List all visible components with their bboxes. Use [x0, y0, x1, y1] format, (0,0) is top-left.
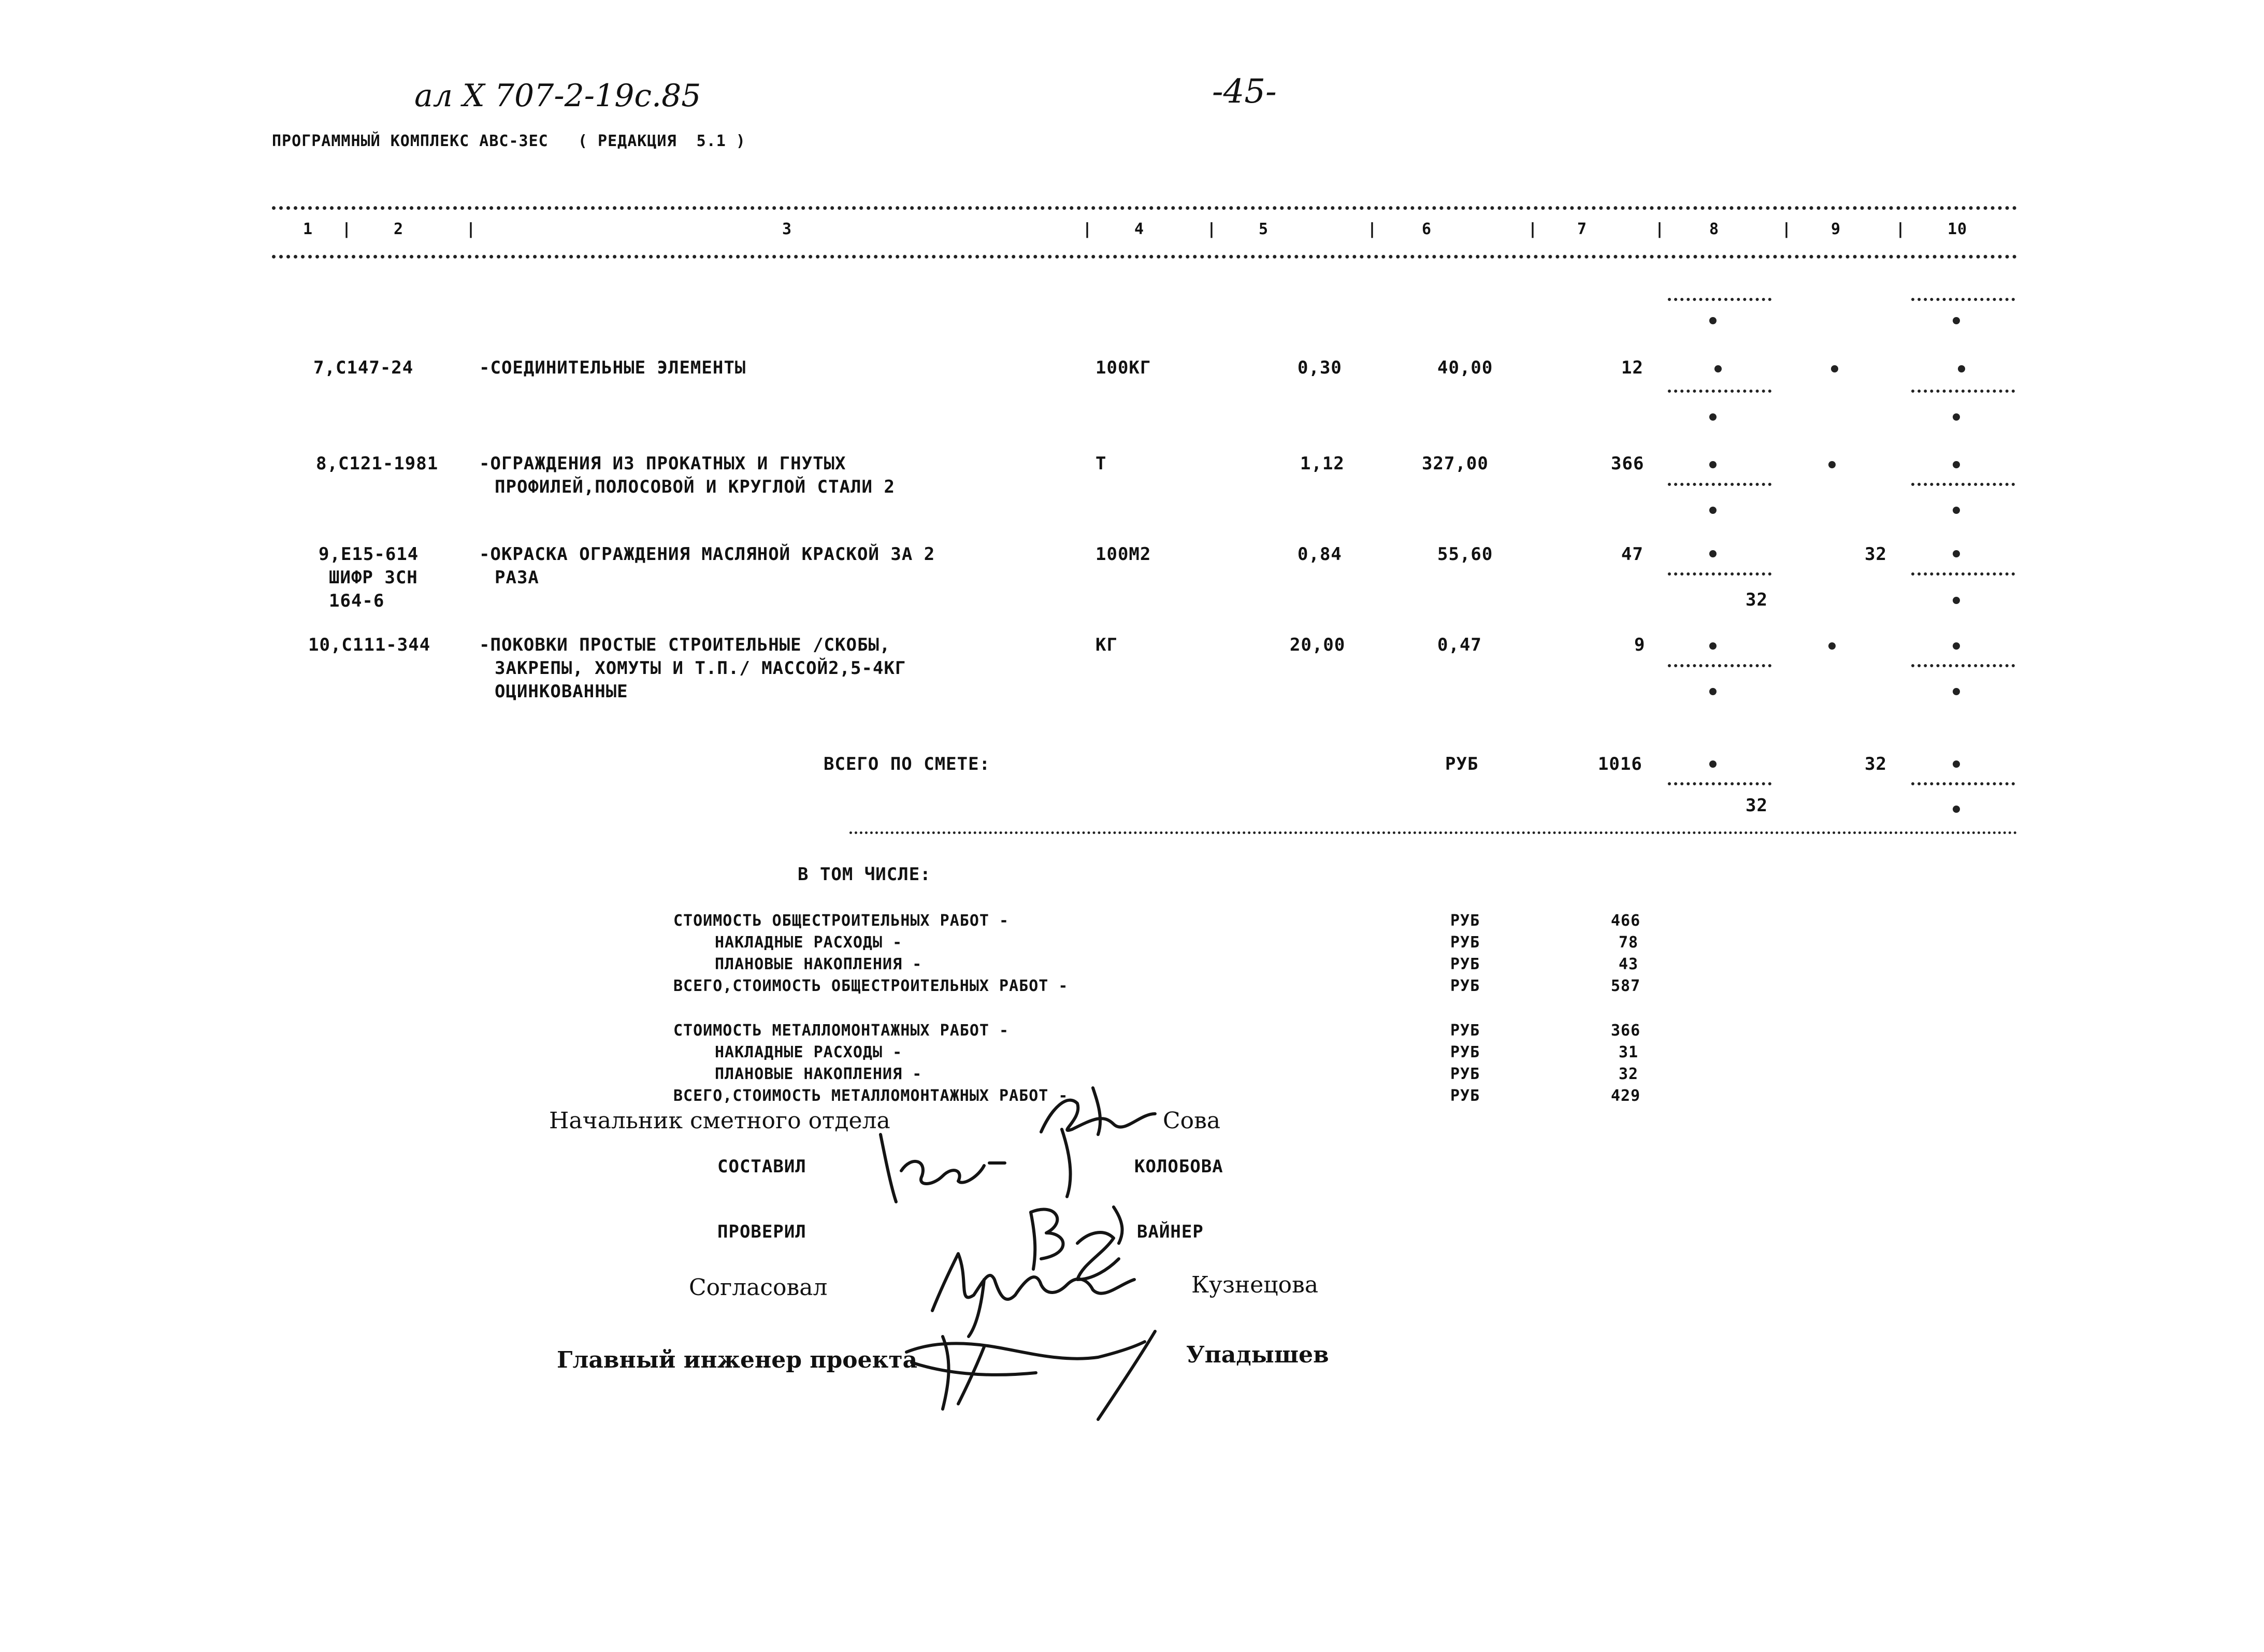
column-separator: |: [1207, 220, 1217, 238]
breakdown-unit: РУБ: [1450, 977, 1480, 995]
total-col9: 32: [1865, 754, 1887, 774]
signature-role: ПРОВЕРИЛ: [717, 1222, 806, 1242]
row-code: 7,С147-24: [313, 357, 414, 378]
breakdown-unit: РУБ: [1450, 955, 1480, 973]
breakdown-value: 429: [1611, 1087, 1641, 1105]
breakdown-unit: РУБ: [1450, 933, 1480, 952]
row-code: 8,С121-1981: [316, 453, 439, 474]
signature-role: Начальник сметного отдела: [549, 1108, 890, 1134]
signature-stroke-chief: [906, 1331, 1155, 1419]
signature-name: Кузнецова: [1191, 1272, 1319, 1298]
signature-stroke-compiled: [881, 1129, 1071, 1202]
column-header: 5: [1259, 220, 1269, 238]
breakdown-unit: РУБ: [1450, 1022, 1480, 1040]
row-quantity: 0,84: [1297, 544, 1342, 565]
row-unit: КГ: [1095, 635, 1118, 655]
breakdown-label: ВСЕГО,СТОИМОСТЬ ОБЩЕСТРОИТЕЛЬНЫХ РАБОТ -: [673, 977, 1069, 995]
row-name-line: ОЦИНКОВАННЫЕ: [495, 681, 628, 702]
program-line: ПРОГРАММНЫЙ КОМПЛЕКС АВС-3ЕС ( РЕДАКЦИЯ 5.1 ): [272, 132, 746, 150]
breakdown-value: 31: [1619, 1043, 1639, 1061]
row-code: 9,Е15-614: [319, 544, 419, 565]
column-header: 7: [1577, 220, 1588, 238]
row-code: 10,С111-344: [308, 635, 431, 655]
column-header: 8: [1709, 220, 1720, 238]
row-name-line: -ПОКОВКИ ПРОСТЫЕ СТРОИТЕЛЬНЫЕ /СКОБЫ,: [479, 635, 891, 655]
signature-name: ВАЙНЕР: [1137, 1222, 1204, 1242]
row-name-line: ПРОФИЛЕЙ,ПОЛОСОВОЙ И КРУГЛОЙ СТАЛИ 2: [495, 477, 895, 497]
signature-role: Согласовал: [689, 1274, 828, 1301]
column-separator: |: [1782, 220, 1792, 238]
signature-name: Сова: [1163, 1108, 1221, 1134]
total-unit: РУБ: [1445, 754, 1479, 774]
row-col9: 32: [1865, 544, 1887, 565]
column-separator: |: [1655, 220, 1665, 238]
column-header: 10: [1948, 220, 1968, 238]
column-header: 3: [782, 220, 792, 238]
row-name-line: -ОГРАЖДЕНИЯ ИЗ ПРОКАТНЫХ И ГНУТЫХ: [479, 453, 846, 474]
row-name-line: -СОЕДИНИТЕЛЬНЫЕ ЭЛЕМЕНТЫ: [479, 357, 746, 378]
row-total: 9: [1634, 635, 1646, 655]
breakdown-label: ПЛАНОВЫЕ НАКОПЛЕНИЯ -: [715, 955, 922, 973]
row-unit: 100М2: [1095, 544, 1151, 565]
breakdown-unit: РУБ: [1450, 1065, 1480, 1083]
row-price: 327,00: [1422, 453, 1489, 474]
column-separator: |: [1896, 220, 1906, 238]
row-code-extra: 164-6: [329, 591, 385, 611]
breakdown-label: ПЛАНОВЫЕ НАКОПЛЕНИЯ -: [715, 1065, 922, 1083]
breakdown-value: 32: [1619, 1065, 1639, 1083]
column-separator: |: [342, 220, 352, 238]
row-total: 366: [1611, 453, 1645, 474]
column-separator: |: [1083, 220, 1093, 238]
signature-role: Главный инженер проекта: [557, 1347, 918, 1373]
row-price: 40,00: [1437, 357, 1493, 378]
column-header: 2: [394, 220, 404, 238]
breakdown-label: ВСЕГО,СТОИМОСТЬ МЕТАЛЛОМОНТАЖНЫХ РАБОТ -: [673, 1087, 1069, 1105]
breakdown-value: 43: [1619, 955, 1639, 973]
total-col8-sub: 32: [1746, 795, 1768, 816]
breakdown-value: 587: [1611, 977, 1641, 995]
breakdown-heading: В ТОМ ЧИСЛЕ:: [798, 864, 931, 885]
row-unit: Т: [1095, 453, 1107, 474]
column-header: 6: [1422, 220, 1432, 238]
breakdown-label: НАКЛАДНЫЕ РАСХОДЫ -: [715, 1043, 903, 1061]
breakdown-value: 78: [1619, 933, 1639, 952]
column-header: 4: [1134, 220, 1145, 238]
row-quantity: 20,00: [1290, 635, 1346, 655]
row-quantity: 1,12: [1300, 453, 1345, 474]
signature-stroke-checked: [1031, 1207, 1122, 1280]
column-separator: |: [1528, 220, 1538, 238]
row-total: 47: [1621, 544, 1643, 565]
signature-role: СОСТАВИЛ: [717, 1156, 806, 1177]
column-header: 1: [303, 220, 313, 238]
row-total: 12: [1621, 357, 1643, 378]
breakdown-label: СТОИМОСТЬ МЕТАЛЛОМОНТАЖНЫХ РАБОТ -: [673, 1022, 1010, 1040]
signature-name: КОЛОБОВА: [1134, 1156, 1223, 1177]
row-name-line: -ОКРАСКА ОГРАЖДЕНИЯ МАСЛЯНОЙ КРАСКОЙ ЗА 2: [479, 544, 935, 565]
row-unit: 100КГ: [1095, 357, 1151, 378]
breakdown-unit: РУБ: [1450, 1043, 1480, 1061]
row-name-line: РАЗА: [495, 567, 539, 588]
breakdown-unit: РУБ: [1450, 1087, 1480, 1105]
breakdown-label: НАКЛАДНЫЕ РАСХОДЫ -: [715, 933, 903, 952]
row-col8-sub: 32: [1746, 590, 1768, 610]
column-separator: |: [466, 220, 477, 238]
breakdown-label: СТОИМОСТЬ ОБЩЕСТРОИТЕЛЬНЫХ РАБОТ -: [673, 912, 1010, 930]
row-name-line: ЗАКРЕПЫ, ХОМУТЫ И Т.П./ МАССОЙ2,5-4КГ: [495, 658, 906, 679]
row-quantity: 0,30: [1297, 357, 1342, 378]
column-header: 9: [1831, 220, 1841, 238]
page-number: -45-: [1212, 73, 1277, 111]
total-label: ВСЕГО ПО СМЕТЕ:: [824, 754, 991, 774]
total-value: 1016: [1598, 754, 1642, 774]
document-code: ал Х 707-2-19с.85: [414, 78, 701, 114]
breakdown-unit: РУБ: [1450, 912, 1480, 930]
row-price: 0,47: [1437, 635, 1482, 655]
row-price: 55,60: [1437, 544, 1493, 565]
breakdown-value: 466: [1611, 912, 1641, 930]
row-code-extra: ШИФР ЗСН: [329, 567, 418, 588]
signature-name: Упадышев: [1186, 1342, 1329, 1368]
column-separator: |: [1367, 220, 1378, 238]
breakdown-value: 366: [1611, 1022, 1641, 1040]
signature-stroke-head: [1041, 1088, 1155, 1134]
